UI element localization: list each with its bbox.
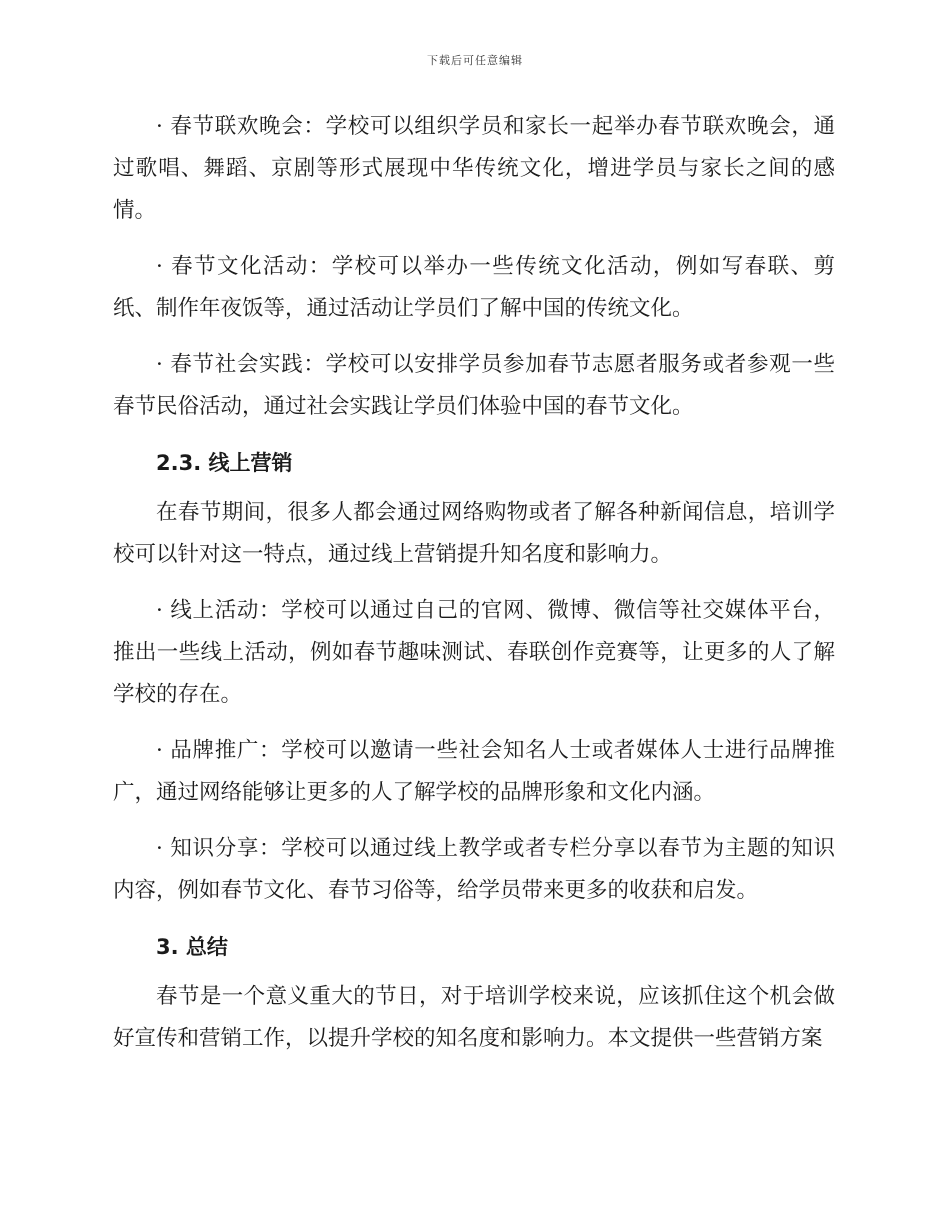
paragraph-online-intro: 在春节期间，很多人都会通过网络购物或者了解各种新闻信息，培训学校可以针对这一特点，通过线上营销提升知名度和影响力。 [113,500,835,567]
paragraph-knowledge-sharing: · 知识分享：学校可以通过线上教学或者专栏分享以春节为主题的知识内容，例如春节文化、春节习俗等，给学员带来更多的收获和启发。 [113,836,835,903]
paragraph-cultural-activities: · 春节文化活动：学校可以举办一些传统文化活动，例如写春联、剪纸、制作年夜饭等，通过活动让学员们了解中国的传统文化。 [113,254,835,321]
page-header: 下载后可任意编辑 [427,54,523,67]
paragraph-brand-promotion: · 品牌推广：学校可以邀请一些社会知名人士或者媒体人士进行品牌推广，通过网络能够让更多的人了解学校的品牌形象和文化内涵。 [113,738,835,805]
section-heading-summary: 3. 总结 [156,935,228,959]
section-heading-online-marketing: 2.3. 线上营销 [156,451,293,475]
paragraph-online-activities: · 线上活动：学校可以通过自己的官网、微博、微信等社交媒体平台，推出一些线上活动，例如春节趣味测试、春联创作竞赛等，让更多的人了解学校的存在。 [113,598,835,707]
paragraph-spring-gala: · 春节联欢晚会：学校可以组织学员和家长一起举办春节联欢晚会，通过歌唱、舞蹈、京剧等形式展现中华传统文化，增进学员与家长之间的感情。 [113,114,835,223]
document-body [113,106,835,1074]
paragraph-summary: 春节是一个意义重大的节日，对于培训学校来说，应该抓住这个机会做好宣传和营销工作，以提升学校的知名度和影响力。本文提供一些营销方案 [113,984,835,1051]
paragraph-social-practice: · 春节社会实践：学校可以安排学员参加春节志愿者服务或者参观一些春节民俗活动，通过社会实践让学员们体验中国的春节文化。 [113,352,835,419]
